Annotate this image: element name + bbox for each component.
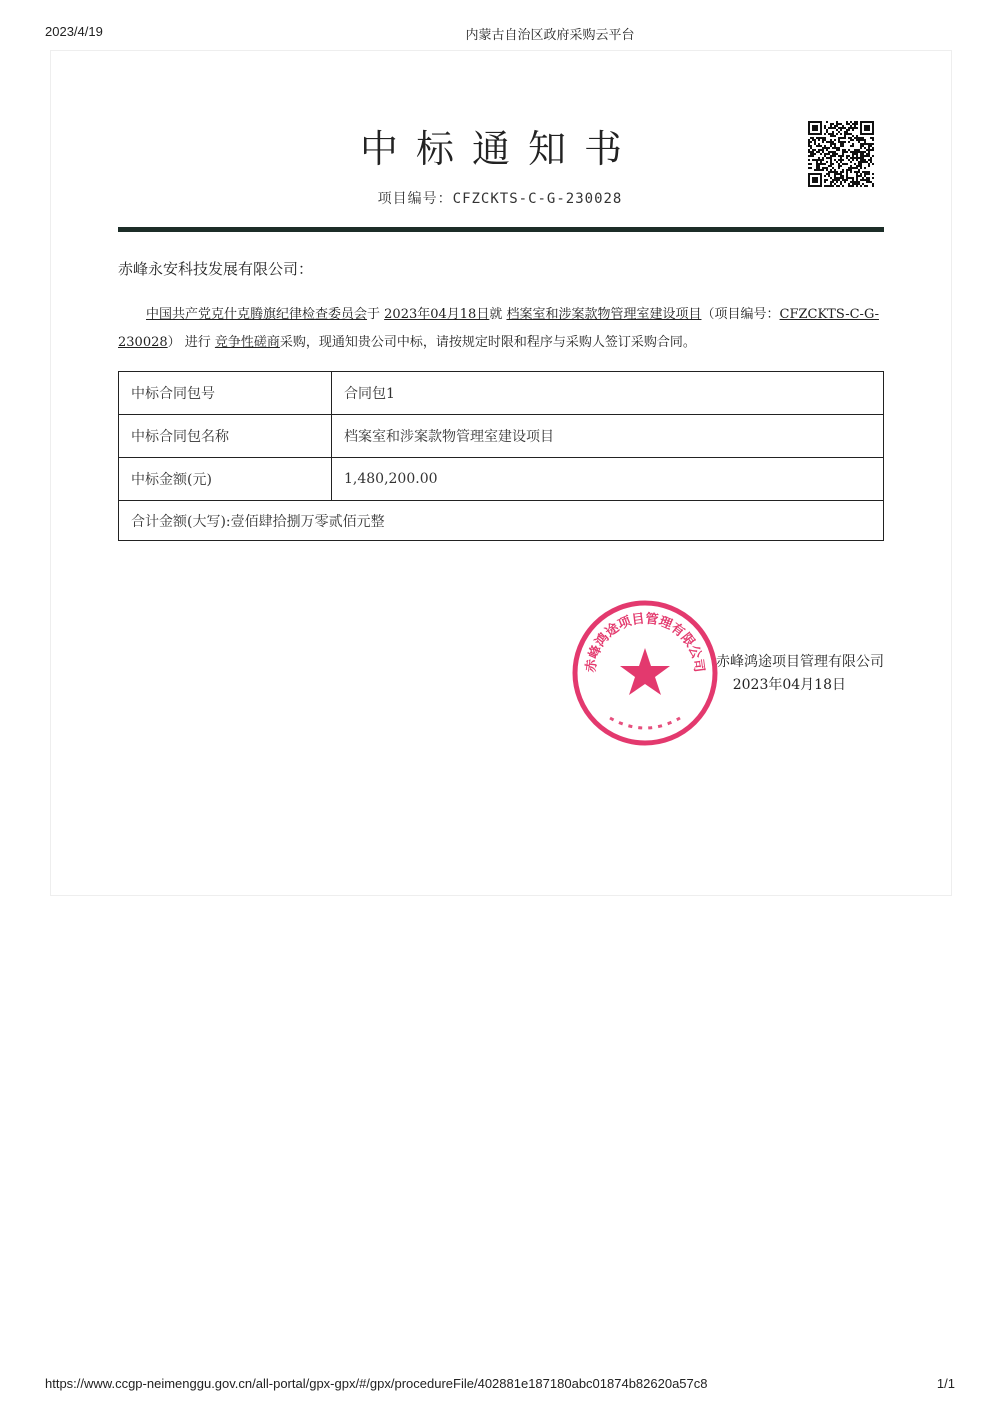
notice-paragraph: 中国共产党克什克腾旗纪律检查委员会于 2023年04月18日就 档案室和涉案款物管理室建设项目（项目编号：CFZCKTS-C-G-230028） 进行 竞争性磋商采购，现通知贵公司中标，请按规定时限和程序与采购人签订采购合同。	[118, 307, 879, 350]
table-label: 中标金额(元)	[119, 458, 332, 501]
table-label: 中标合同包名称	[119, 415, 332, 458]
print-date: 2023/4/19	[45, 24, 103, 39]
seal-text: 赤峰鸿途项目管理有限公司	[583, 611, 707, 674]
total-amount-words: 合计金额(大写):壹佰肆拾捌万零贰佰元整	[119, 501, 884, 541]
source-url: https://www.ccgp-neimenggu.gov.cn/all-portal/gpx-gpx/#/gpx/procedureFile/402881e187180abc01874b82620a57c8	[45, 1376, 708, 1391]
document-title: 中标通知书	[359, 127, 640, 171]
table-label: 中标合同包号	[119, 372, 332, 415]
table-value: 1,480,200.00	[332, 458, 884, 501]
signing-date: 2023年04月18日	[732, 677, 846, 693]
table-value: 合同包1	[332, 372, 884, 415]
paragraph-project-number: CFZCKTS-C-G-230028	[118, 307, 879, 350]
table-row	[119, 501, 884, 541]
addressee: 赤峰永安科技发展有限公司：	[118, 260, 314, 278]
site-title: 内蒙古自治区政府采购云平台	[465, 28, 635, 43]
title-divider	[118, 227, 884, 232]
procurement-method: 竞争性磋商	[214, 335, 280, 350]
page-number: 1/1	[936, 1376, 955, 1391]
table-row	[119, 372, 884, 415]
purchaser-name: 中国共产党克什克腾旗纪律检查委员会	[146, 307, 368, 322]
project-number: 项目编号：CFZCKTS-C-G-230028	[377, 191, 623, 207]
project-name: 档案室和涉案款物管理室建设项目	[506, 307, 702, 322]
signing-company: 赤峰鸿途项目管理有限公司	[716, 654, 884, 670]
award-table	[118, 371, 884, 541]
table-row	[119, 458, 884, 501]
table-row	[119, 415, 884, 458]
qr-code-icon	[808, 121, 874, 187]
award-date: 2023年04月18日	[384, 307, 490, 322]
table-value: 档案室和涉案款物管理室建设项目	[332, 415, 884, 458]
official-seal-icon	[570, 598, 720, 748]
print-footer	[0, 1376, 1000, 1396]
print-header	[0, 24, 1000, 44]
